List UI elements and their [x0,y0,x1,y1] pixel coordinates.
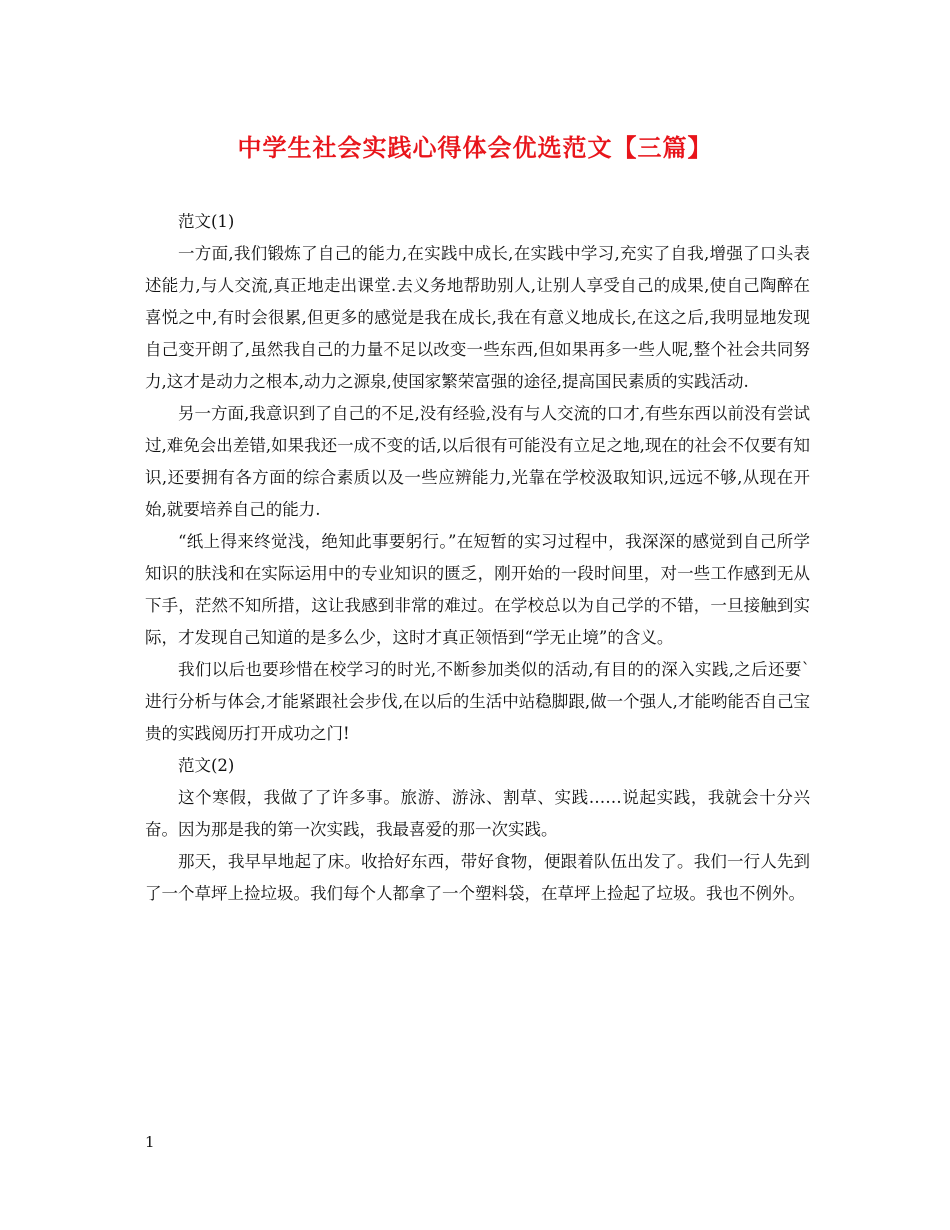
body-paragraph: “纸上得来终觉浅，绝知此事要躬行。”在短暂的实习过程中，我深深的感觉到自己所学知识的肤浅和在实际运用中的专业知识的匮乏，刚开始的一段时间里，对一些工作感到无从下手，茫然不知所措，这让我感到非常的难过。在学校总以为自己学的不错，一旦接触到实际，才发现自己知道的是多么少，这时才真正领悟到“学无止境”的含义。 [145,532,810,647]
body-paragraph: 那天，我早早地起了床。收拾好东西，带好食物，便跟着队伍出发了。我们一行人先到了一个草坪上捡垃圾。我们每个人都拿了一个塑料袋，在草坪上捡起了垃圾。我也不例外。 [145,852,810,903]
section-heading-1: 范文(1) [178,212,235,231]
document-title: 中学生社会实践心得体会优选范文【三篇】 [237,133,713,162]
section-heading-2: 范文(2) [178,756,235,775]
body-paragraph: 一方面,我们锻炼了自己的能力,在实践中成长,在实践中学习,充实了自我,增强了口头表述能力,与人交流,真正地走出课堂.去义务地帮助别人,让别人享受自己的成果,使自己陶醉在喜悦之中,有时会很累,但更多的感觉是我在成长,我在有意义地成长,在这之后,我明显地发现自己变开朗了,虽然我自己的力量不足以改变一些东西,但如果再多一些人呢,整个社会共同努力,这才是动力之根本,动力之源泉,使国家繁荣富强的途径,提高国民素质的实践活动. [145,244,810,391]
body-paragraph: 这个寒假，我做了了许多事。旅游、游泳、割草、实践……说起实践，我就会十分兴奋。因为那是我的第一次实践，我最喜爱的那一次实践。 [145,788,810,839]
body-paragraph: 另一方面,我意识到了自己的不足,没有经验,没有与人交流的口才,有些东西以前没有尝试过,难免会出差错,如果我还一成不变的话,以后很有可能没有立足之地,现在的社会不仅要有知识,还要拥有各方面的综合素质以及一些应辨能力,光靠在学校汲取知识,远远不够,从现在开始,就要培养自己的能力. [145,404,810,519]
body-paragraph: 我们以后也要珍惜在校学习的时光,不断参加类似的活动,有目的的深入实践,之后还要`进行分析与体会,才能紧跟社会步伐,在以后的生活中站稳脚跟,做一个强人,才能哟能否自己宝贵的实践阅历打开成功之门! [145,660,810,743]
page-number: 1 [145,1133,155,1151]
document-body [145,206,810,910]
